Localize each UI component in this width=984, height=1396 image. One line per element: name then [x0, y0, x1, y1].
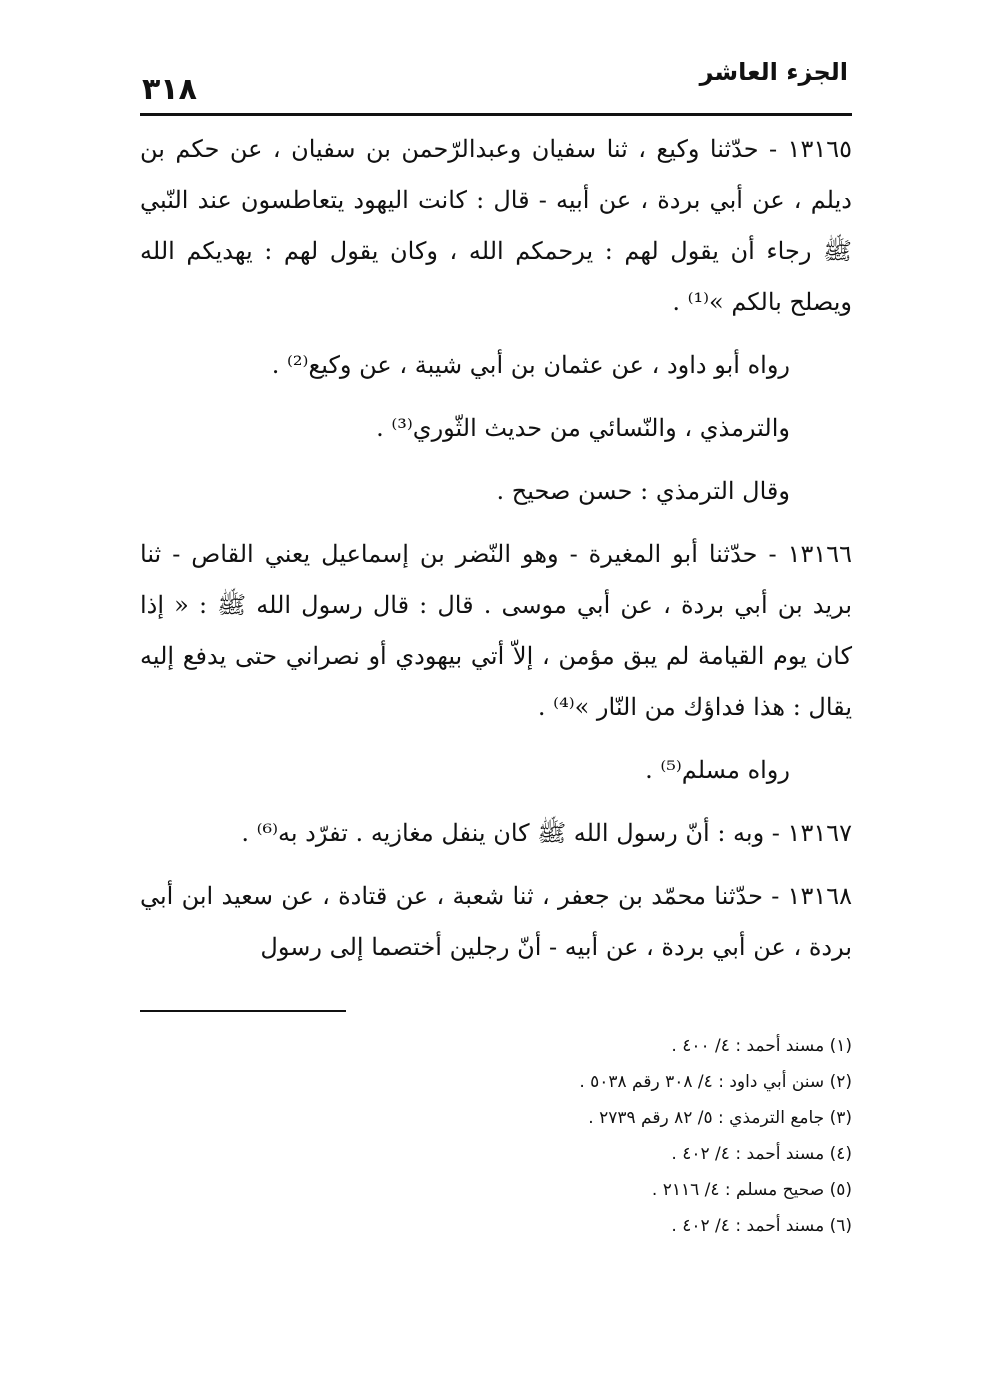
hadith-13165: ١٣١٦٥ - حدّثنا وكيع ، ثنا سفيان وعبدالرّحمن بن سفيان ، عن حكم بن ديلم ، عن أبي بردة ، عن أبيه - قال : كانت اليهود يتعاطسون عند النّبي ﷺ رجاء أن يقول لهم : يرحمكم الله ، وكان يقول لهم : يهديكم الله ويصلح بالكم »⁽¹⁾ . [140, 135, 852, 316]
hadith-13166: ١٣١٦٦ - حدّثنا أبو المغيرة - وهو النّضر بن إسماعيل يعني القاص - ثنا بريد بن أبي بردة ، عن أبي موسى . قال : قال رسول الله ﷺ : « إذا كان يوم القيامة لم يبق مؤمن ، إلاّ أتي بيهودي أو نصراني حتى يدفع إليه يقال : هذا فداؤك من النّار »⁽⁴⁾ . [140, 540, 853, 721]
footnote-6: (٦) مسند أحمد : ٤/ ٤٠٢ . [671, 1216, 852, 1236]
page-header [140, 40, 852, 114]
footnotes [140, 1028, 852, 1244]
hadith-13167: ١٣١٦٧ - وبه : أنّ رسول الله ﷺ كان ينفل مغازيه . تفرّد به⁽⁶⁾ . [241, 819, 852, 847]
footnote-1: (١) مسند أحمد : ٤/ ٤٠٠ . [671, 1036, 852, 1056]
paragraph-gap [140, 517, 852, 529]
paragraph-gap [140, 796, 852, 808]
main-text [140, 124, 852, 973]
page-number: ٣١٨ [142, 72, 197, 107]
narration-abu-dawud: رواه أبو داود ، عن عثمان بن أبي شيبة ، عن وكيع⁽²⁾ . [271, 351, 790, 379]
footnote-2: (٢) سنن أبي داود : ٤/ ٣٠٨ رقم ٥٠٣٨ . [579, 1072, 852, 1092]
narration-tirmidhi-nasai: والترمذي ، والنّسائي من حديث الثّوري⁽³⁾ . [376, 414, 790, 442]
paragraph-gap [140, 328, 852, 340]
paragraph-gap [140, 391, 852, 403]
footnote-5: (٥) صحيح مسلم : ٤/ ٢١١٦ . [651, 1180, 852, 1200]
paragraph-gap [140, 859, 852, 871]
running-title: الجزء العاشر [699, 58, 848, 86]
paragraph-gap [140, 733, 852, 745]
paragraph-gap [140, 454, 852, 466]
footnote-rule [140, 1010, 346, 1012]
footnote-4: (٤) مسند أحمد : ٤/ ٤٠٢ . [671, 1144, 852, 1164]
footnote-3: (٣) جامع الترمذي : ٥/ ٨٢ رقم ٢٧٣٩ . [588, 1108, 852, 1128]
hadith-13168: ١٣١٦٨ - حدّثنا محمّد بن جعفر ، ثنا شعبة ، عن قتادة ، عن سعيد ابن أبي بردة ، عن أبي بردة ، عن أبيه - أنّ رجلين أختصما إلى رسول [140, 882, 852, 961]
header-rule [140, 113, 852, 116]
narration-muslim: رواه مسلم⁽⁵⁾ . [645, 756, 790, 784]
tirmidhi-grading: وقال الترمذي : حسن صحيح . [496, 477, 790, 505]
